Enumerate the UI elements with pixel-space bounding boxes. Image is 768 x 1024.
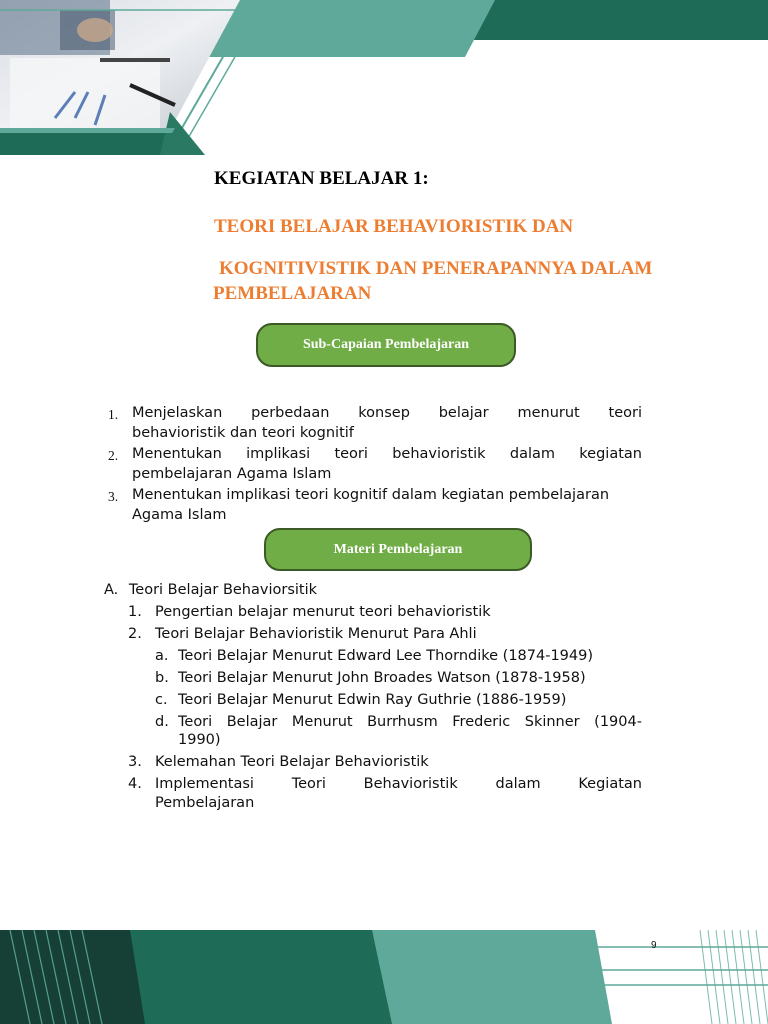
sub-capaian-list bbox=[108, 404, 642, 527]
item-number: 3. bbox=[108, 489, 119, 504]
item-4-line-2: Pembelajaran bbox=[155, 795, 255, 811]
item-line-1: Menentukan implikasi teori kognitif dalam kegiatan pembelajaran bbox=[132, 487, 610, 503]
item-number: 1. bbox=[108, 407, 119, 422]
item-line-1: Menentukan implikasi teori behavioristik dalam kegiatan bbox=[132, 446, 642, 462]
section-marker: A. bbox=[104, 582, 119, 598]
materi-item-2: 2. Teori Belajar Behavioristik Menurut Para Ahli bbox=[128, 626, 477, 642]
item-line-2: Agama Islam bbox=[132, 507, 227, 523]
item-line-1: Menjelaskan perbedaan konsep belajar menurut teori bbox=[132, 405, 642, 421]
sub-capaian-badge: Sub-Capaian Pembelajaran bbox=[256, 323, 516, 367]
sub-capaian-item-3 bbox=[108, 486, 642, 527]
section-a bbox=[104, 581, 317, 600]
materi-badge: Materi Pembelajaran bbox=[264, 528, 532, 571]
subitem-d-line-2: 1990) bbox=[178, 732, 221, 748]
item-number: 2. bbox=[108, 448, 119, 463]
materi-item-4: 4. Implementasi Teori Behavioristik dalam Kegiatan Pembelajaran bbox=[128, 776, 642, 811]
subtitle-line-3: PEMBELAJARAN bbox=[213, 283, 372, 304]
item-4-line-1: Implementasi Teori Behavioristik dalam Kegiatan bbox=[155, 776, 642, 792]
materi-subitem-a: a. Teori Belajar Menurut Edward Lee Thorndike (1874-1949) bbox=[155, 648, 594, 664]
subitem-d-line-1: Teori Belajar Menurut Burrhusm Frederic Skinner (1904- bbox=[178, 714, 642, 730]
materi-item-1: 1. Pengertian belajar menurut teori behavioristik bbox=[128, 604, 491, 620]
subtitle-line-1: TEORI BELAJAR BEHAVIORISTIK DAN bbox=[214, 216, 574, 237]
item-line-2: pembelajaran Agama Islam bbox=[132, 466, 332, 482]
page-title: KEGIATAN BELAJAR 1: bbox=[214, 168, 429, 189]
materi-subitem-c: c. Teori Belajar Menurut Edwin Ray Guthrie (1886-1959) bbox=[155, 692, 567, 708]
item-line-2: behavioristik dan teori kognitif bbox=[132, 425, 354, 441]
page-number: 9 bbox=[651, 940, 657, 951]
section-title: Teori Belajar Behaviorsitik bbox=[128, 582, 318, 598]
sub-capaian-item-1 bbox=[108, 404, 642, 445]
header-decoration bbox=[0, 0, 768, 160]
materi-item-3: 3. Kelemahan Teori Belajar Behavioristik bbox=[128, 754, 429, 770]
materi-subitem-d: d. Teori Belajar Menurut Burrhusm Frederic Skinner (1904- 1990) bbox=[155, 714, 642, 748]
subtitle-line-2: KOGNITIVISTIK DAN PENERAPANNYA DALAM bbox=[219, 258, 653, 279]
sub-capaian-item-2 bbox=[108, 445, 642, 486]
materi-subitem-b: b. Teori Belajar Menurut John Broades Watson (1878-1958) bbox=[155, 670, 586, 686]
